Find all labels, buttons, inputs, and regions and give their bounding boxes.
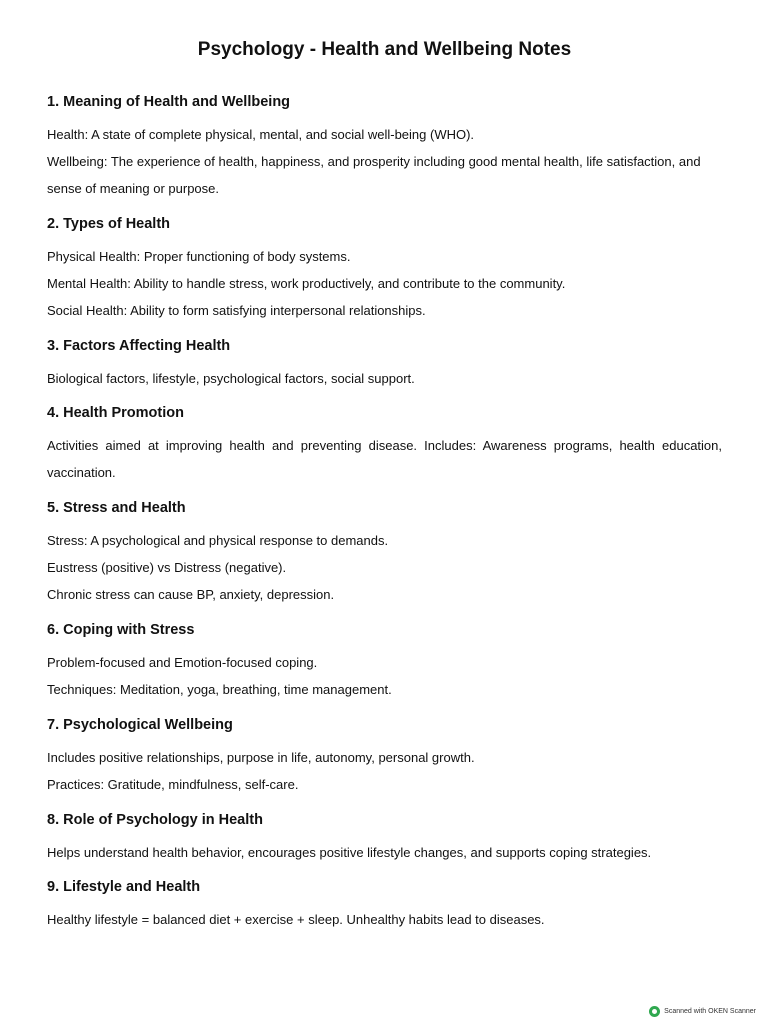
section-line: Activities aimed at improving health and preventing disease. Includes: Awareness programs, health education, vaccination. [47, 438, 722, 480]
section-factors [47, 337, 722, 392]
section-line: Biological factors, lifestyle, psychological factors, social support. [47, 371, 415, 386]
section-heading: 7. Psychological Wellbeing [47, 717, 233, 733]
section-line: Stress: A psychological and physical response to demands. [47, 533, 389, 548]
section-heading: 9. Lifestyle and Health [47, 879, 201, 895]
section-line: Physical Health: Proper functioning of body systems. [47, 249, 351, 264]
section-heading: 5. Stress and Health [47, 500, 186, 516]
scanner-watermark [649, 1006, 756, 1017]
section-heading: 4. Health Promotion [47, 405, 184, 421]
section-line: Healthy lifestyle = balanced diet + exercise + sleep. Unhealthy habits lead to diseases. [47, 912, 545, 927]
section-wellbeing [47, 716, 722, 798]
oken-scanner-logo-icon [649, 1006, 660, 1017]
section-line: Problem-focused and Emotion-focused coping. [47, 655, 318, 670]
section-line: Eustress (positive) vs Distress (negative). [47, 560, 287, 575]
section-types [47, 215, 722, 324]
section-line: Techniques: Meditation, yoga, breathing, time management. [47, 682, 392, 697]
section-line: Health: A state of complete physical, mental, and social well-being (WHO). [47, 127, 475, 142]
section-lifestyle [47, 878, 722, 933]
section-heading: 2. Types of Health [47, 216, 171, 232]
section-line: Helps understand health behavior, encourages positive lifestyle changes, and supports coping strategies. [47, 845, 652, 860]
section-line: Includes positive relationships, purpose in life, autonomy, personal growth. [47, 750, 475, 765]
section-promotion [47, 404, 722, 486]
section-line: Social Health: Ability to form satisfying interpersonal relationships. [47, 303, 426, 318]
section-line: Wellbeing: The experience of health, happiness, and prosperity including good mental health, life satisfaction, and sense of meaning or purpose. [47, 154, 701, 196]
scanner-text: Scanned with OKEN Scanner [664, 1008, 756, 1015]
section-heading: 8. Role of Psychology in Health [47, 812, 263, 828]
section-meaning [47, 93, 722, 202]
section-coping [47, 621, 722, 703]
section-line: Practices: Gratitude, mindfulness, self-care. [47, 777, 299, 792]
section-stress [47, 499, 722, 608]
section-heading: 1. Meaning of Health and Wellbeing [47, 94, 291, 110]
section-heading: 6. Coping with Stress [47, 622, 195, 638]
section-line: Mental Health: Ability to handle stress, work productively, and contribute to the community. [47, 276, 566, 291]
page-title: Psychology - Health and Wellbeing Notes [197, 39, 572, 60]
section-role [47, 811, 722, 866]
section-line: Chronic stress can cause BP, anxiety, depression. [47, 587, 335, 602]
section-heading: 3. Factors Affecting Health [47, 338, 231, 354]
